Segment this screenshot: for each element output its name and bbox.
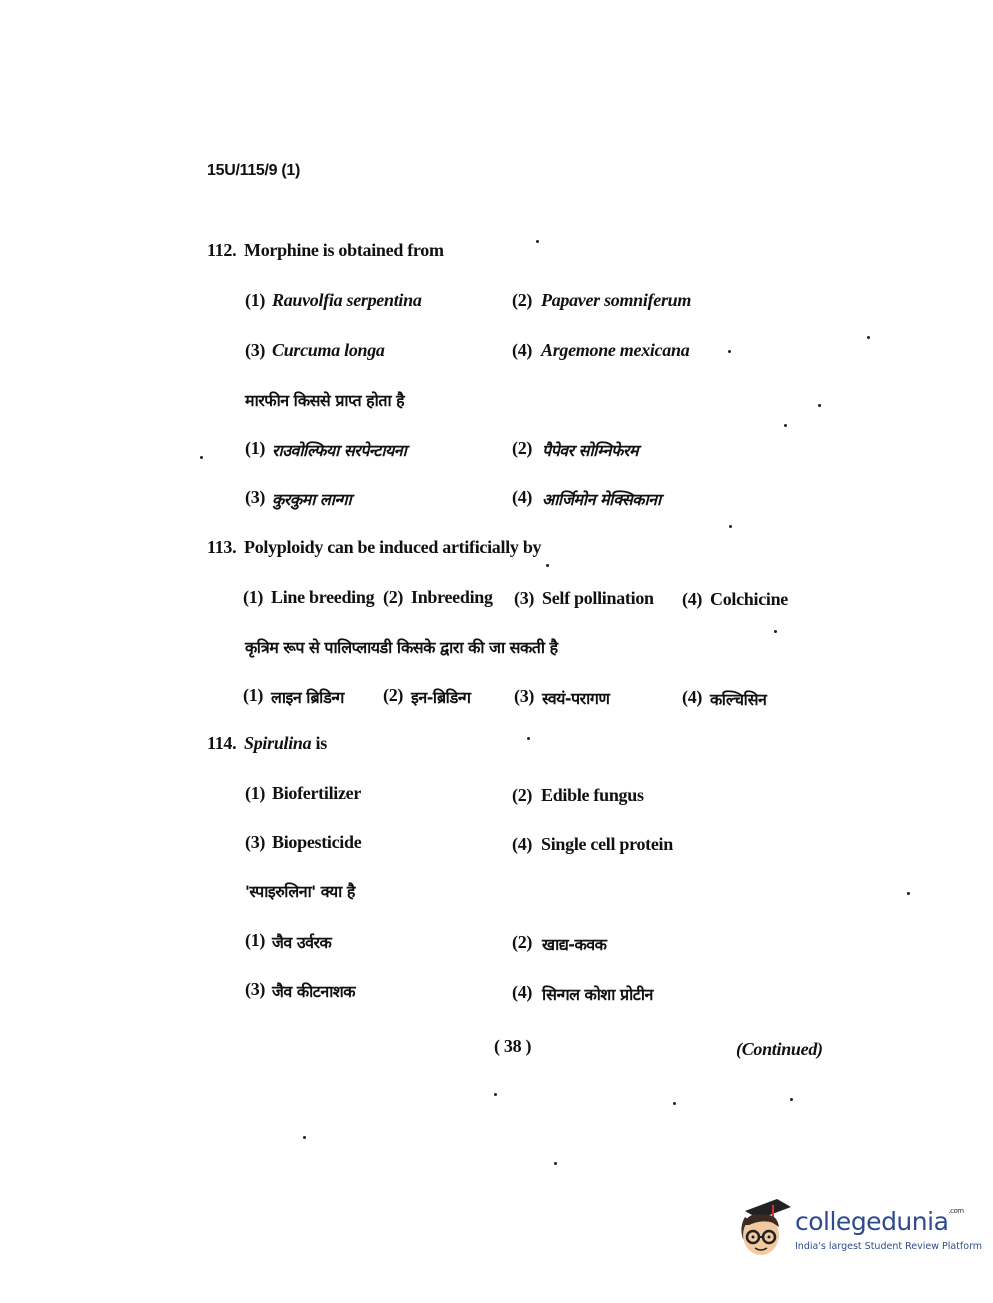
option-text: Self pollination [542, 588, 654, 608]
hindi-question-text: मारफीन किससे प्राप्त होता है [245, 391, 405, 410]
option-number: (1) [245, 290, 266, 310]
hindi-question-text: कृत्रिम रूप से पालिप्लायडी किसके द्वारा की जा सकती है [245, 638, 558, 657]
scan-speck [546, 564, 549, 567]
option-number: (4) [682, 687, 703, 707]
option-number: (4) [512, 487, 533, 507]
hindi-option-text: खाद्य-कवक [542, 935, 607, 954]
option-number: (4) [512, 982, 533, 1002]
option-number: (4) [512, 340, 533, 360]
paper-code: 15U/115/9 (1) [207, 162, 301, 179]
option-text: Papaver somniferum [541, 290, 692, 310]
option-number: (4) [512, 834, 533, 854]
question-text [244, 733, 327, 754]
question-text-rest: is [311, 733, 327, 753]
option-text: Colchicine [710, 589, 788, 609]
option-number: (3) [245, 487, 266, 507]
option-number: (1) [245, 438, 266, 458]
option-text: Biopesticide [272, 832, 362, 852]
option-number: (1) [243, 685, 264, 705]
option-text: Line breeding [271, 587, 375, 607]
option-number: (3) [245, 832, 266, 852]
hindi-option-text: लाइन ब्रिडिन्ग [271, 688, 344, 707]
brand-tagline: India's largest Student Review Platform [795, 1241, 983, 1252]
scan-speck [200, 456, 203, 459]
mascot-icon [733, 1195, 793, 1265]
hindi-option-text: कल्चिसिन [710, 690, 767, 709]
scan-speck [818, 404, 821, 407]
page-number: ( 38 ) [494, 1036, 532, 1056]
hindi-option-text: पैपेवर सोम्निफेरम [542, 441, 639, 460]
continued-label: (Continued) [736, 1039, 823, 1059]
option-text: Inbreeding [411, 587, 493, 607]
option-number: (1) [243, 587, 264, 607]
option-number: (1) [245, 930, 266, 950]
scan-speck [729, 525, 732, 528]
option-number: (3) [514, 588, 535, 608]
option-number: (2) [512, 932, 533, 952]
hindi-option-text: कुरकुमा लान्गा [272, 490, 352, 509]
option-text: Single cell protein [541, 834, 673, 854]
scan-speck [907, 892, 910, 895]
option-number: (2) [383, 587, 404, 607]
brand-domain: .com [948, 1207, 964, 1215]
option-text: Argemone mexicana [541, 340, 690, 360]
brand-name [795, 1207, 964, 1236]
scan-speck [527, 737, 530, 740]
hindi-question-text: 'स्पाइरुलिना' क्या है [245, 882, 355, 901]
option-number: (2) [512, 438, 533, 458]
scan-speck [867, 336, 870, 339]
hindi-option-text: सिन्गल कोशा प्रोटीन [542, 985, 653, 1004]
option-number: (3) [514, 686, 535, 706]
option-text: Curcuma longa [272, 340, 385, 360]
option-text: Edible fungus [541, 785, 644, 805]
option-number: (2) [383, 685, 404, 705]
question-text-italic: Spirulina [244, 733, 312, 753]
option-number: (4) [682, 589, 703, 609]
option-text: Biofertilizer [272, 783, 362, 803]
scan-speck [774, 630, 777, 633]
question-number: 114. [207, 733, 237, 753]
option-number: (2) [512, 290, 533, 310]
question-number: 113. [207, 537, 237, 557]
hindi-option-text: आर्जिमोन मेक्सिकाना [542, 490, 661, 509]
hindi-option-text: स्वयं-परागण [542, 689, 610, 708]
scan-speck [536, 240, 539, 243]
question-text: Polyploidy can be induced artificially by [244, 537, 542, 557]
scan-speck [494, 1093, 497, 1096]
scan-speck [554, 1162, 557, 1165]
question-text: Morphine is obtained from [244, 240, 444, 260]
option-number: (2) [512, 785, 533, 805]
hindi-option-text: जैव कीटनाशक [272, 982, 356, 1001]
scan-speck [784, 424, 787, 427]
hindi-option-text: राउवोल्फिया सरपेन्टायना [272, 441, 407, 460]
option-number: (1) [245, 783, 266, 803]
option-number: (3) [245, 979, 266, 999]
hindi-option-text: इन-ब्रिडिन्ग [411, 688, 471, 707]
scan-speck [790, 1098, 793, 1101]
scan-speck [673, 1102, 676, 1105]
collegedunia-logo [733, 1195, 983, 1265]
option-number: (3) [245, 340, 266, 360]
question-number: 112. [207, 240, 237, 260]
brand-text: collegedunia [795, 1207, 949, 1236]
scan-speck [303, 1136, 306, 1139]
scan-speck [728, 350, 731, 353]
hindi-option-text: जैव उर्वरक [272, 933, 332, 952]
option-text: Rauvolfia serpentina [272, 290, 422, 310]
